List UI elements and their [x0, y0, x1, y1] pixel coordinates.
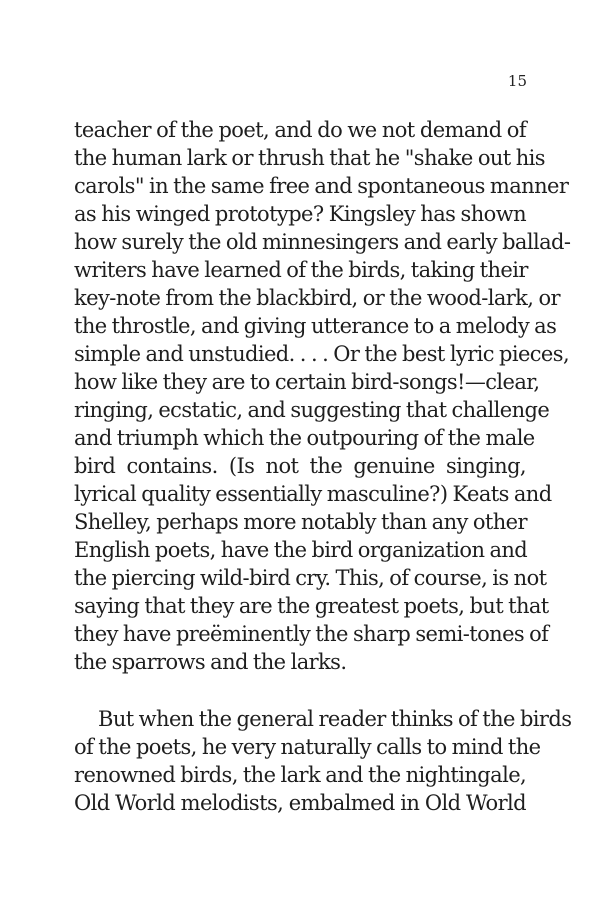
text-line: ringing, ecstatic, and suggesting that challenge [74, 398, 550, 422]
text-line: the sparrows and the larks. [74, 650, 347, 674]
paragraph-1 [74, 116, 571, 676]
text-line: as his winged prototype? Kingsley has shown [74, 202, 526, 226]
text-line: saying that they are the greatest poets, but that [74, 594, 549, 618]
text-line: bird contains. (Is not the genuine singing, [74, 454, 526, 478]
text-line: lyrical quality essentially masculine?) Keats and [74, 482, 552, 506]
text-line: English poets, have the bird organization and [74, 538, 528, 562]
text-line: the piercing wild-bird cry. This, of course, is not [74, 566, 547, 590]
text-line: writers have learned of the birds, taking their [74, 258, 528, 282]
text-line: renowned birds, the lark and the nightingale, [74, 763, 527, 787]
text-line: they have preëminently the sharp semi-tones of [74, 622, 549, 646]
text-line: Old World melodists, embalmed in Old World [74, 791, 526, 815]
text-line: the throstle, and giving utterance to a melody as [74, 314, 557, 338]
paragraph-2 [74, 705, 572, 817]
text-line: how like they are to certain bird-songs!—clear, [74, 370, 540, 394]
text-line: Shelley, perhaps more notably than any other [74, 510, 527, 534]
text-line: key-note from the blackbird, or the wood-lark, or [74, 286, 560, 310]
text-line: and triumph which the outpouring of the male [74, 426, 535, 450]
text-line: carols" in the same free and spontaneous manner [74, 174, 569, 198]
text-line: of the poets, he very naturally calls to mind the [74, 735, 541, 759]
text-line: But when the general reader thinks of the birds [98, 707, 572, 731]
text-line: simple and unstudied. . . . Or the best lyric pieces, [74, 342, 570, 366]
text-line: the human lark or thrush that he "shake out his [74, 146, 545, 170]
text-line: how surely the old minnesingers and early ballad- [74, 230, 571, 254]
page-number: 15 [507, 72, 527, 90]
text-line: teacher of the poet, and do we not demand of [74, 118, 526, 142]
